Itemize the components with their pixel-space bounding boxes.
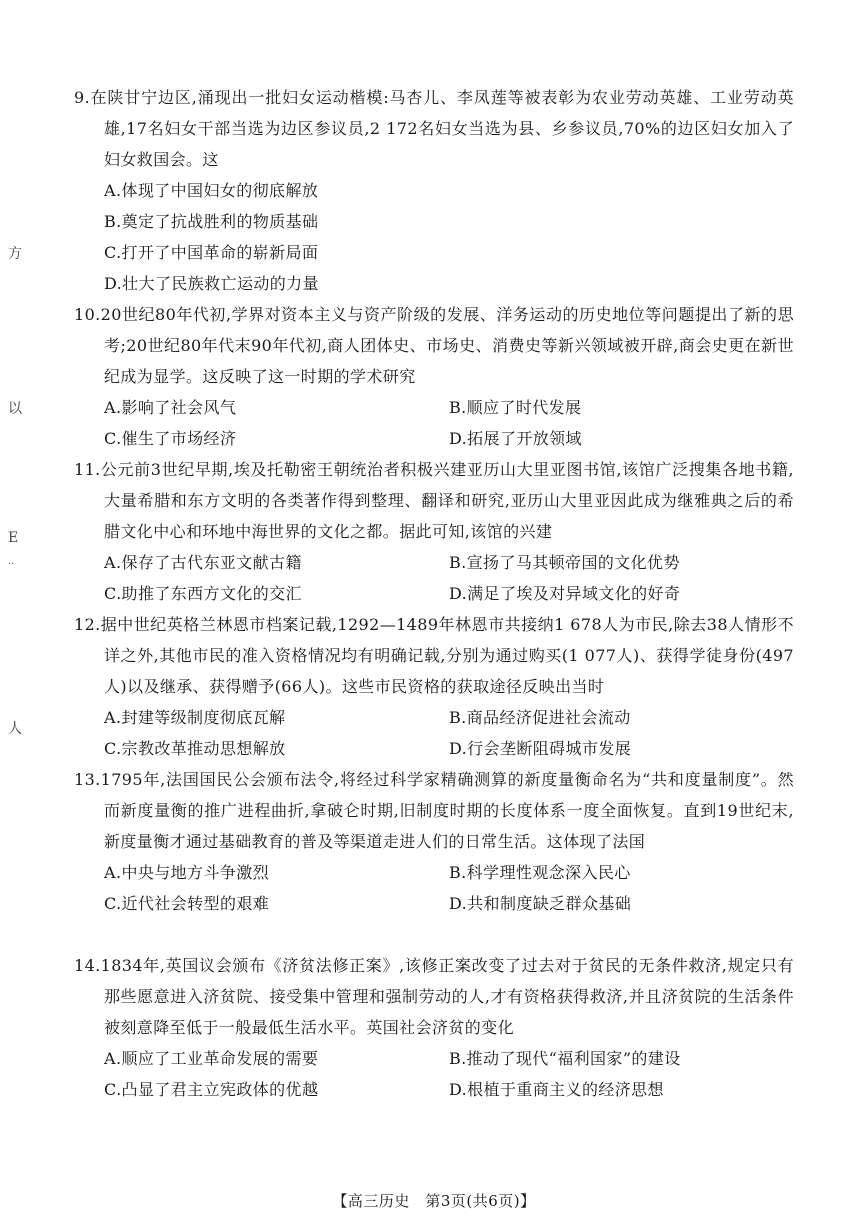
- question-stem: 9.在陕甘宁边区,涌现出一批妇女运动楷模:马杏儿、李凤莲等被表彰为农业劳动英雄、工业劳动英雄,17名妇女干部当选为边区参议员,2 172名妇女当选为县、乡参议员,70%的边区妇女加入了妇女救国会。这: [74, 88, 794, 169]
- options-list: [104, 1043, 794, 1105]
- option-c: C.催生了市场经济: [104, 429, 237, 448]
- question-stem: 13.1795年,法国国民公会颁布法令,将经过科学家精确测算的新度量衡命名为“共和度量制度”。然而新度量衡的推广进程曲折,拿破仑时期,旧制度时期的长度体系一度全面恢复。直到19世纪末,新度量衡才通过基础教育的普及等渠道走进人们的日常生活。这体现了法国: [74, 770, 794, 851]
- margin-mark: 方: [8, 246, 22, 262]
- option-d: D.共和制度缺乏群众基础: [449, 894, 632, 913]
- option-a: A.体现了中国妇女的彻底解放: [104, 181, 319, 200]
- options-list: [104, 175, 794, 299]
- question-11: [74, 454, 794, 609]
- option-c: C.宗教改革推动思想解放: [104, 739, 286, 758]
- option-b: B.奠定了抗战胜利的物质基础: [104, 212, 319, 231]
- option-d: D.拓展了开放领域: [449, 429, 582, 448]
- options-list: [104, 702, 794, 764]
- question-stem: 14.1834年,英国议会颁布《济贫法修正案》,该修正案改变了过去对于贫民的无条件救济,规定只有那些愿意进入济贫院、接受集中管理和强制劳动的人,才有资格获得救济,并且济贫院的生活条件被刻意降至低于一般最低生活水平。英国社会济贫的变化: [74, 956, 794, 1037]
- question-12: [74, 609, 794, 764]
- options-list: [104, 857, 794, 919]
- option-d: D.根植于重商主义的经济思想: [449, 1080, 664, 1099]
- option-a: A.影响了社会风气: [104, 398, 237, 417]
- question-14: [74, 950, 794, 1105]
- option-b: B.科学理性观念深入民心: [449, 863, 631, 882]
- question-13: [74, 764, 794, 919]
- question-stem: 10.20世纪80年代初,学界对资本主义与资产阶级的发展、洋务运动的历史地位等问题提出了新的思考;20世纪80年代末90年代初,商人团体史、市场史、消费史等新兴领域被开辟,商会史更在新世纪成为显学。这反映了这一时期的学术研究: [74, 305, 794, 386]
- question-9: [74, 82, 794, 299]
- question-stem: 11.公元前3世纪早期,埃及托勒密王朝统治者积极兴建亚历山大里亚图书馆,该馆广泛搜集各地书籍,大量希腊和东方文明的各类著作得到整理、翻译和研究,亚历山大里亚因此成为继雅典之后的希腊文化中心和环地中海世界的文化之都。据此可知,该馆的兴建: [74, 460, 794, 541]
- option-b: B.宣扬了马其顿帝国的文化优势: [449, 553, 680, 572]
- margin-mark: 人: [8, 721, 22, 737]
- question-10: [74, 299, 794, 454]
- option-b: B.商品经济促进社会流动: [449, 708, 631, 727]
- option-a: A.中央与地方斗争激烈: [104, 863, 270, 882]
- option-d: D.满足了埃及对异域文化的好奇: [449, 584, 681, 603]
- option-c: C.助推了东西方文化的交汇: [104, 584, 302, 603]
- margin-mark: 以: [8, 401, 22, 417]
- option-b: B.顺应了时代发展: [449, 398, 582, 417]
- question-stem: 12.据中世纪英格兰林恩市档案记载,1292—1489年林恩市共接纳1 678人为市民,除去38人情形不详之外,其他市民的准入资格情况均有明确记载,分别为通过购买(1 077人)、获得学徒身份(497人)以及继承、获得赠予(66人)。这些市民资格的获取途径反映出当时: [74, 615, 794, 696]
- page-footer: 【高三历史 第3页(共6页)】: [332, 1192, 536, 1210]
- options-list: [104, 392, 794, 454]
- options-list: [104, 547, 794, 609]
- option-c: C.凸显了君主立宪政体的优越: [104, 1080, 319, 1099]
- option-a: A.保存了古代东亚文献古籍: [104, 553, 302, 572]
- option-b: B.推动了现代“福利国家”的建设: [449, 1049, 681, 1068]
- option-a: A.顺应了工业革命发展的需要: [104, 1049, 319, 1068]
- option-a: A.封建等级制度彻底瓦解: [104, 708, 286, 727]
- margin-mark: ..: [8, 556, 15, 567]
- margin-mark: E: [8, 530, 19, 546]
- option-d: D.壮大了民族救亡运动的力量: [104, 274, 319, 293]
- option-d: D.行会垄断阻碍城市发展: [449, 739, 632, 758]
- option-c: C.打开了中国革命的崭新局面: [104, 243, 319, 262]
- option-c: C.近代社会转型的艰难: [104, 894, 270, 913]
